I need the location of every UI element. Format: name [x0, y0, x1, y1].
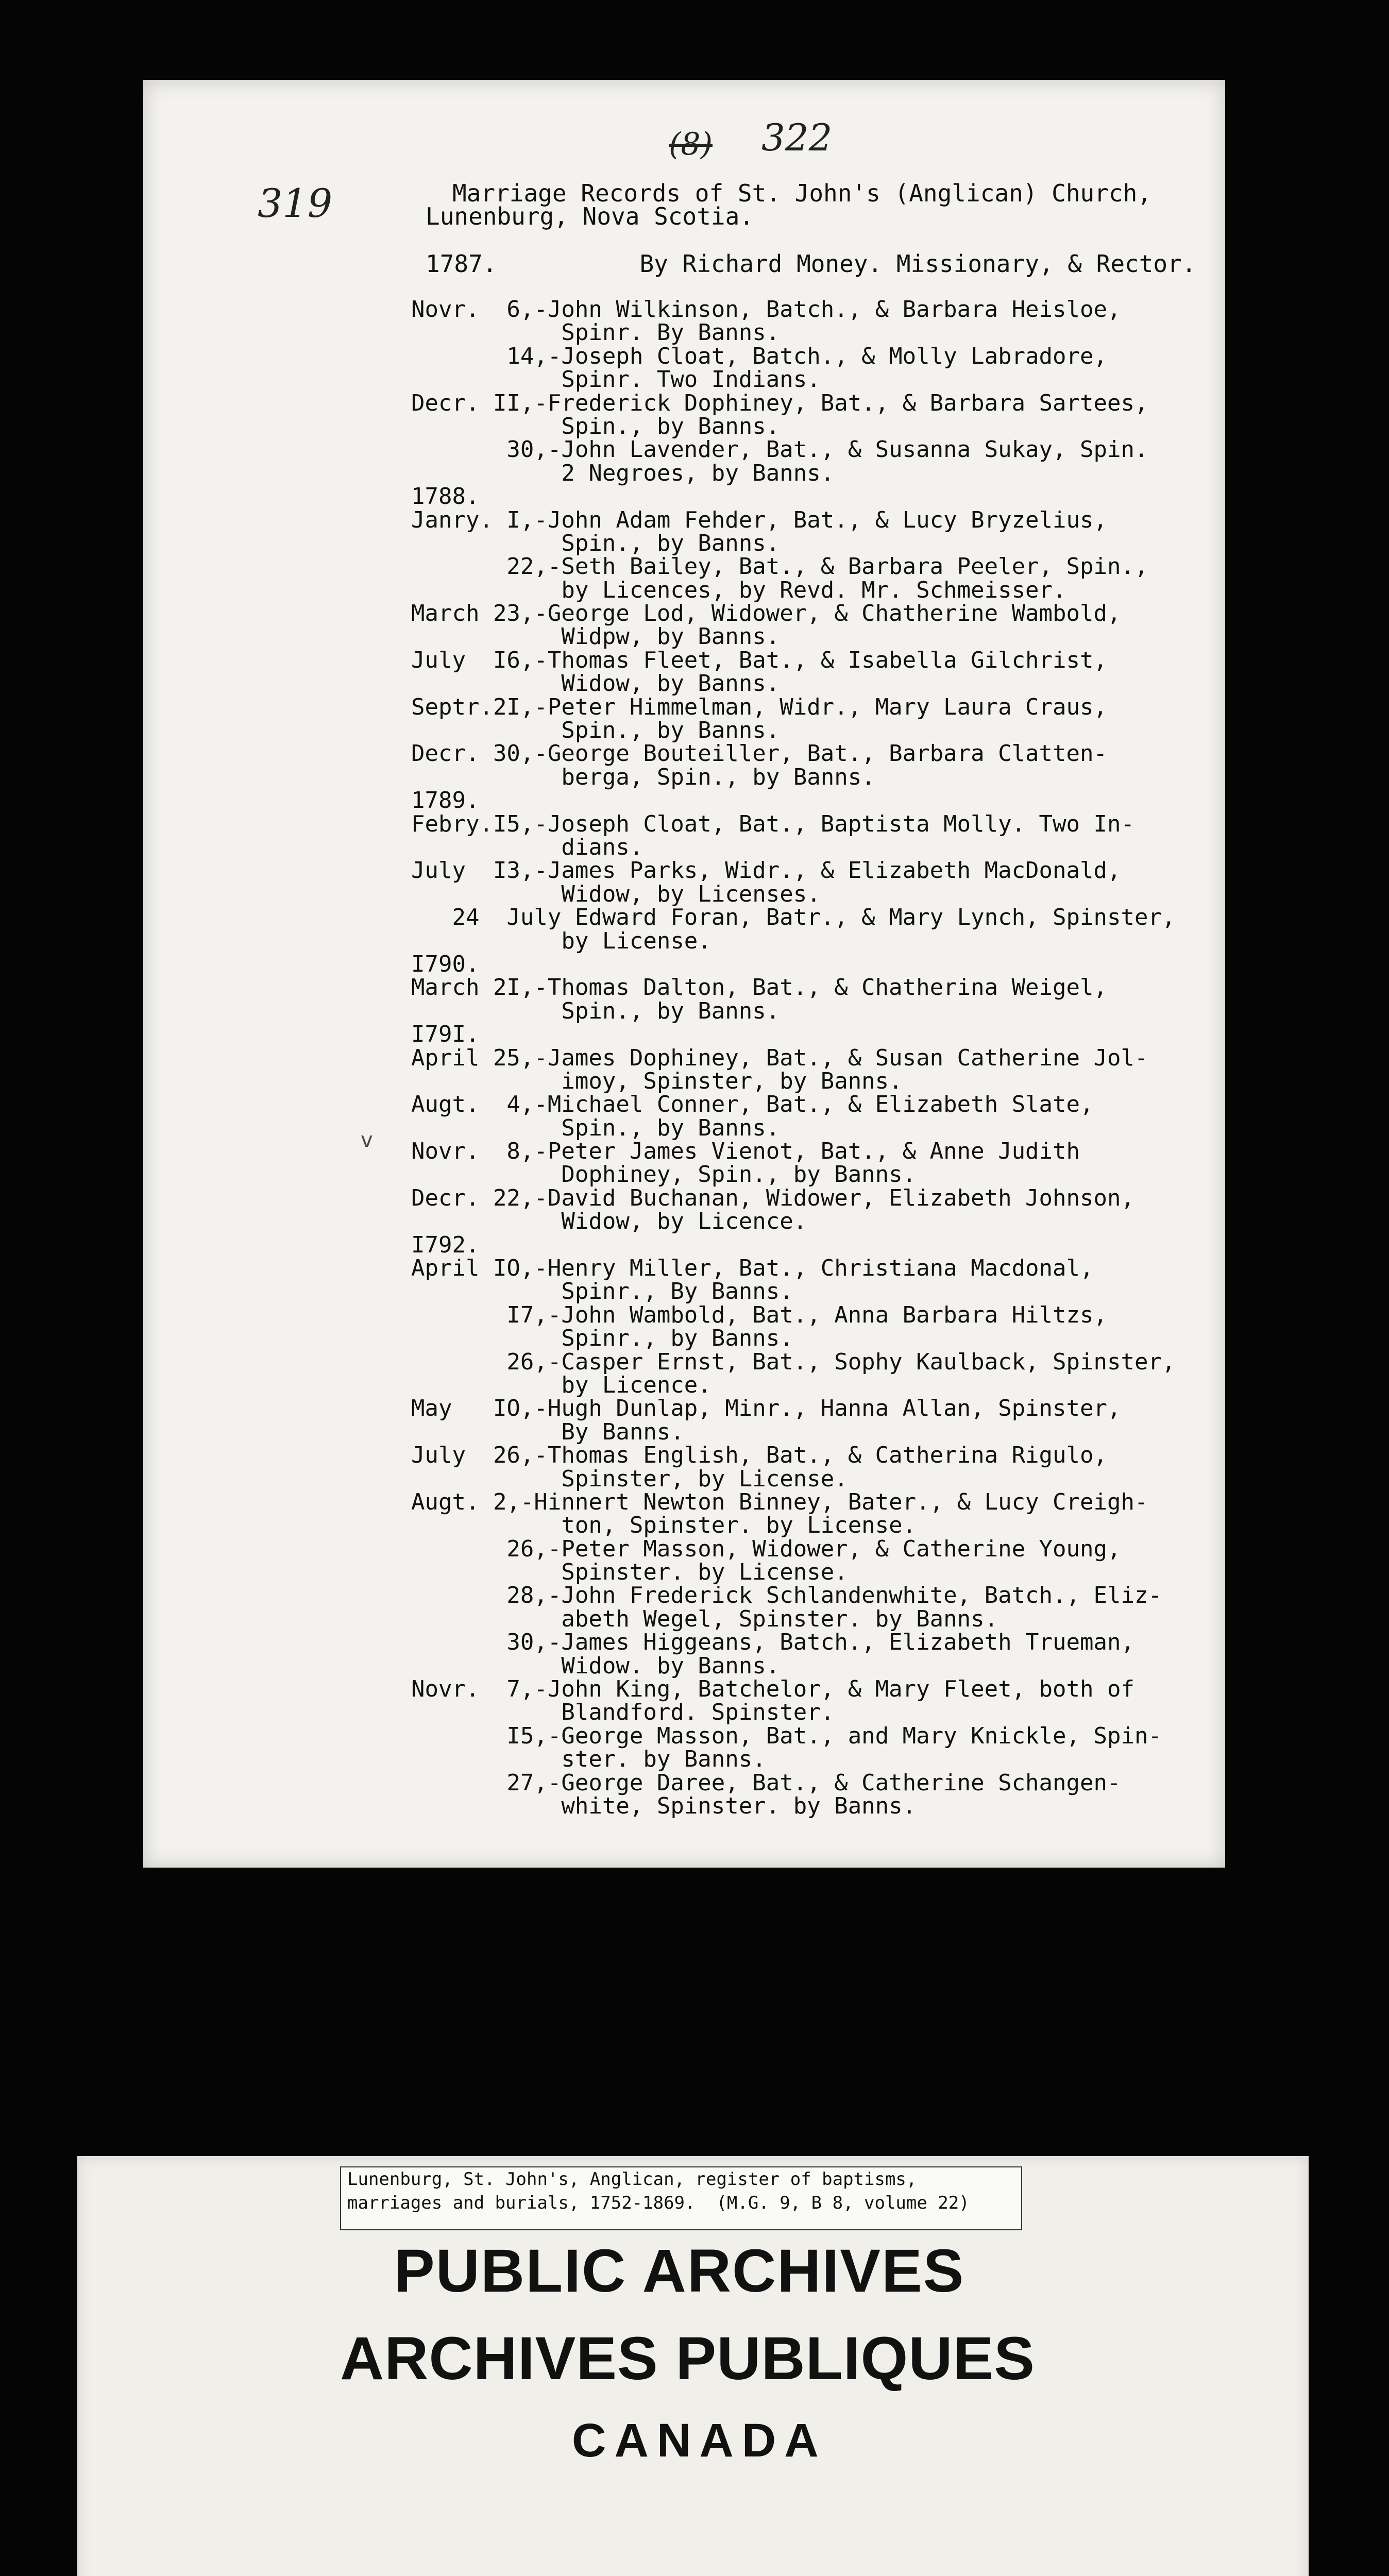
entry-line: By Banns. — [411, 1418, 684, 1445]
tag-line-1: Lunenburg, St. John's, Anglican, register of baptisms, — [347, 2169, 917, 2190]
header-year: 1787. — [426, 250, 497, 278]
entry-line: I7,-John Wambold, Bat., Anna Barbara Hiltzs, — [411, 1301, 1108, 1328]
entry-line — [411, 1816, 1175, 1839]
entry-line: Janry. I,-John Adam Fehder, Bat., & Lucy Bryzelius, — [411, 506, 1108, 533]
entry-line: Widpw, by Banns. — [411, 623, 780, 650]
entry-line: 30,-John Lavender, Bat., & Susanna Sukay, Spin. — [411, 436, 1148, 463]
entry-line: 22,-Seth Bailey, Bat., & Barbara Peeler, Spin., — [411, 553, 1148, 580]
entry-line: by License. — [411, 927, 712, 954]
entry-line: Spinr., By Banns. — [411, 1278, 793, 1305]
marriage-entries — [411, 296, 1175, 1840]
entry-line: imoy, Spinster, by Banns. — [411, 1067, 903, 1094]
entry-line: dians. — [411, 834, 643, 860]
entry-line: by Licences, by Revd. Mr. Schmeisser. — [411, 577, 1066, 603]
entry-line: Novr. 6,-John Wilkinson, Batch., & Barbara Heisloe, — [411, 296, 1121, 323]
entry-line: Novr. 8,-Peter James Vienot, Bat., & Anne Judith — [411, 1138, 1080, 1165]
entry-line: 1789. — [411, 787, 480, 814]
entry-line: Decr. 22,-David Buchanan, Widower, Elizabeth Johnson, — [411, 1184, 1134, 1211]
entry-line: ster. by Banns. — [411, 1746, 766, 1773]
entry-line: berga, Spin., by Banns. — [411, 764, 875, 790]
entry-line: 30,-James Higgeans, Batch., Elizabeth Trueman, — [411, 1629, 1134, 1656]
entry-line: Spinr. By Banns. — [411, 319, 780, 346]
entry-line: ton, Spinster. by License. — [411, 1512, 917, 1539]
entry-line: Blandford. Spinster. — [411, 1699, 835, 1726]
entry-line: 24 July Edward Foran, Batr., & Mary Lynch, Spinster, — [411, 904, 1176, 931]
entry-line: by Licence. — [411, 1371, 712, 1398]
entry-line: abeth Wegel, Spinster. by Banns. — [411, 1605, 998, 1632]
entry-line: Spin., by Banns. — [411, 413, 780, 439]
archives-label-card — [77, 2156, 1309, 2576]
entry-line: Spin., by Banns. — [411, 997, 780, 1024]
entry-line: Augt. 2,-Hinnert Newton Binney, Bater., & Lucy Creigh- — [411, 1488, 1148, 1515]
entry-line: Decr. 30,-George Bouteiller, Bat., Barbara Clatten- — [411, 740, 1108, 767]
entry-line: Widow. by Banns. — [411, 1652, 780, 1679]
entry-line: April IO,-Henry Miller, Bat., Christiana Macdonal, — [411, 1255, 1094, 1282]
entry-line: March 2I,-Thomas Dalton, Bat., & Chatherina Weigel, — [411, 974, 1108, 1001]
tag-line-2: marriages and burials, 1752-1869. (M.G. 9, B 8, volume 22) — [347, 2193, 970, 2213]
entry-line: Dophiney, Spin., by Banns. — [411, 1161, 917, 1188]
left-folio-number: 319 — [258, 180, 333, 226]
entry-line: Spinster, by License. — [411, 1465, 848, 1492]
entry-line: July I6,-Thomas Fleet, Bat., & Isabella Gilchrist, — [411, 647, 1108, 673]
entry-line: 27,-George Daree, Bat., & Catherine Schangen- — [411, 1769, 1121, 1796]
record-title-line-1: Marriage Records of St. John's (Anglican) Church, — [452, 179, 1152, 207]
entry-line: 1788. — [411, 483, 480, 510]
entry-line: Novr. 7,-John King, Batchelor, & Mary Fleet, both of — [411, 1676, 1134, 1703]
entry-line: white, Spinster. by Banns. — [411, 1793, 917, 1819]
entry-line: Spin., by Banns. — [411, 530, 780, 556]
entry-line: Widow, by Licenses. — [411, 880, 821, 907]
header-byline: By Richard Money. Missionary, & Rector. — [639, 250, 1196, 278]
entry-line: 28,-John Frederick Schlandenwhite, Batch., Eliz- — [411, 1582, 1162, 1609]
margin-check-mark: v — [361, 1128, 373, 1152]
entry-line: I792. — [411, 1231, 480, 1258]
struck-folio-number: (8) — [669, 126, 713, 162]
entry-line: Septr.2I,-Peter Himmelman, Widr., Mary Laura Craus, — [411, 693, 1108, 720]
record-title-line-2: Lunenburg, Nova Scotia. — [426, 202, 754, 230]
entry-line: March 23,-George Lod, Widower, & Chatherine Wambold, — [411, 600, 1121, 627]
entry-line: I790. — [411, 951, 480, 977]
entry-line: Decr. II,-Frederick Dophiney, Bat., & Barbara Sartees, — [411, 389, 1148, 416]
entry-line: 26,-Peter Masson, Widower, & Catherine Young, — [411, 1535, 1121, 1562]
entry-line: July 26,-Thomas English, Bat., & Catherina Rigulo, — [411, 1442, 1108, 1469]
canada-heading: CANADA — [572, 2414, 827, 2467]
folio-number: 322 — [761, 116, 833, 159]
entry-line: Febry.I5,-Joseph Cloat, Bat., Baptista Molly. Two In- — [411, 810, 1134, 837]
entry-line: 26,-Casper Ernst, Bat., Sophy Kaulback, Spinster, — [411, 1348, 1176, 1375]
entry-line: July I3,-James Parks, Widr., & Elizabeth MacDonald, — [411, 857, 1121, 884]
record-page — [143, 80, 1225, 1868]
entry-line: Widow, by Licence. — [411, 1208, 807, 1235]
entry-line: I79I. — [411, 1021, 480, 1048]
entry-line: Spinster. by License. — [411, 1559, 848, 1586]
entry-line: Spin., by Banns. — [411, 717, 780, 744]
entry-line: April 25,-James Dophiney, Bat., & Susan Catherine Jol- — [411, 1044, 1148, 1071]
entry-line: Augt. 4,-Michael Conner, Bat., & Elizabeth Slate, — [411, 1091, 1094, 1118]
entry-line: Widow, by Banns. — [411, 670, 780, 697]
collection-tag — [340, 2166, 1022, 2230]
entry-line: Spinr. Two Indians. — [411, 366, 821, 393]
record-year-byline — [426, 252, 1196, 276]
public-archives-heading: PUBLIC ARCHIVES — [394, 2237, 965, 2305]
entry-line: Spin., by Banns. — [411, 1114, 780, 1141]
entry-line: Spinr., by Banns. — [411, 1325, 793, 1352]
entry-line: May IO,-Hugh Dunlap, Minr., Hanna Allan, Spinster, — [411, 1395, 1121, 1422]
entry-line: 14,-Joseph Cloat, Batch., & Molly Labradore, — [411, 343, 1108, 369]
entry-line: I5,-George Masson, Bat., and Mary Knickle, Spin- — [411, 1722, 1162, 1749]
entry-line: 2 Negroes, by Banns. — [411, 460, 835, 486]
archives-publiques-heading: ARCHIVES PUBLIQUES — [340, 2325, 1035, 2393]
